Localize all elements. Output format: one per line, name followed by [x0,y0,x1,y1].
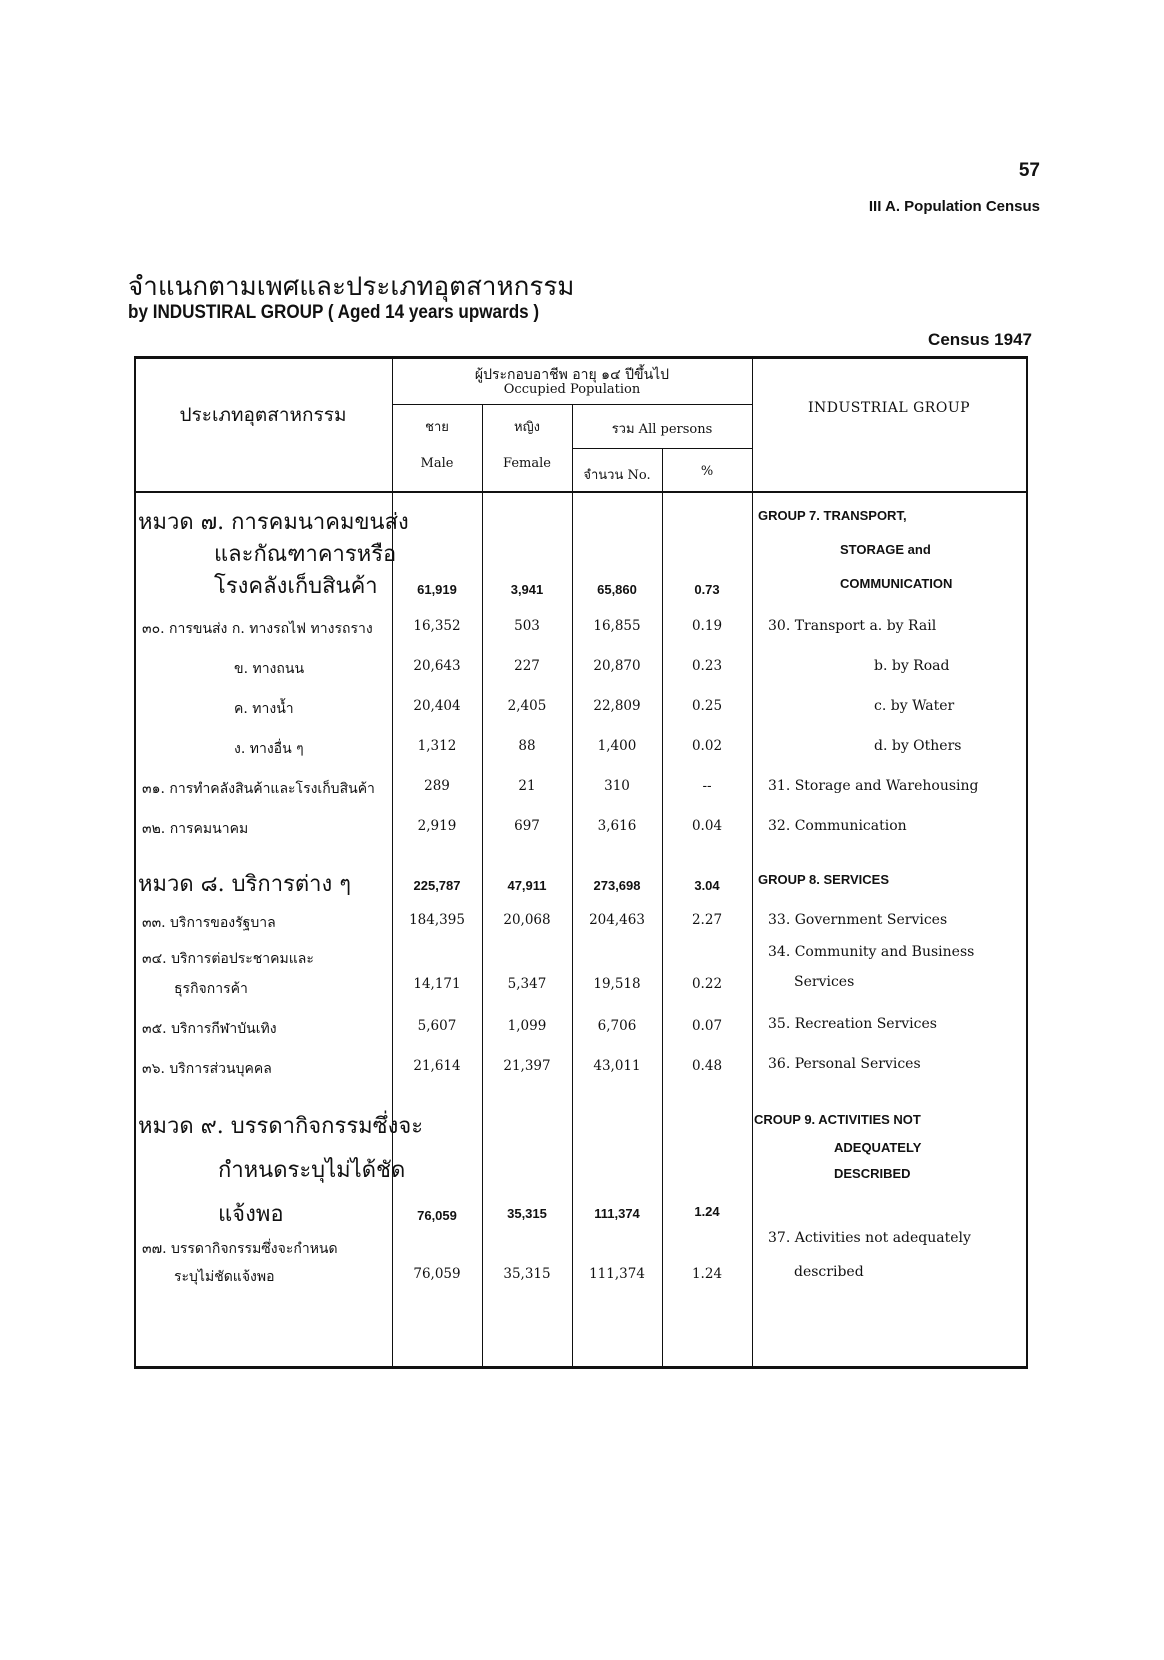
group8-percent: 3.04 [694,878,720,893]
row31-male: 289 [424,778,450,794]
group9-thai-line3: แจ้งพอ [218,1202,284,1227]
row34-percent: 0.22 [691,976,723,992]
header-occupied-en: Occupied Population [503,382,641,397]
row33-thai: ๓๓. บริการของรัฐบาล [142,915,276,931]
page-number: 57 [1018,160,1040,181]
row30a-female: 503 [514,618,540,634]
row30a-male: 16,352 [413,618,461,634]
header-male-thai: ชาย [425,420,449,435]
row37-en-line2: described [794,1264,864,1280]
row32-female: 697 [514,818,540,834]
row35-total: 6,706 [597,1018,637,1034]
group9-en-line1: CROUP 9. ACTIVITIES NOT [754,1112,921,1127]
row34-female: 5,347 [507,976,547,992]
row30c-female: 2,405 [507,698,547,714]
row30c-thai: ค. ทางน้ำ [234,701,294,717]
row32-male: 2,919 [417,818,457,834]
row30b-thai: ข. ทางถนน [234,661,305,677]
row33-total: 204,463 [589,912,645,928]
row35-thai: ๓๕. บริการกีฬาบันเทิง [142,1021,277,1037]
row32-thai: ๓๒. การคมนาคม [142,821,249,837]
row34-en-line2: Services [794,974,855,990]
row36-total: 43,011 [593,1058,641,1074]
group7-percent: 0.73 [694,582,720,597]
row37-percent: 1.24 [691,1266,723,1282]
table-bottom-rule [134,1366,1028,1369]
header-industrial-en: INDUSTRIAL GROUP [807,400,971,416]
row34-male: 14,171 [413,976,461,992]
row30b-percent: 0.23 [691,658,723,674]
row30a-en: 30. Transport a. by Rail [768,618,937,634]
row32-percent: 0.04 [691,818,723,834]
row30b-en: b. by Road [874,658,950,674]
group9-male: 76,059 [417,1208,457,1223]
group8-male: 225,787 [413,878,461,893]
row36-male: 21,614 [413,1058,461,1074]
group9-total: 111,374 [594,1206,640,1221]
row37-thai-line2: ระบุไม่ชัดแจ้งพอ [174,1269,275,1285]
row32-en: 32. Communication [768,818,907,834]
group7-en-line3: COMMUNICATION [840,576,953,591]
row30c-male: 20,404 [413,698,461,714]
census-table [134,356,1028,1370]
row34-total: 19,518 [593,976,641,992]
left-border [134,356,136,1368]
row30b-total: 20,870 [593,658,641,674]
group8-total: 273,698 [593,878,641,893]
row33-female: 20,068 [503,912,551,928]
row30d-en: d. by Others [874,738,962,754]
row31-thai: ๓๑. การทำคลังสินค้าและโรงเก็บสินค้า [142,781,375,797]
group9-percent: 1.24 [694,1204,720,1219]
row30a-total: 16,855 [593,618,641,634]
row36-female: 21,397 [503,1058,551,1074]
header-number: จำนวน No. [583,468,651,483]
group7-male: 61,919 [417,582,457,597]
group9-thai-line1: หมวด ๙. บรรดากิจกรรมซึ่งจะ [138,1114,424,1139]
row31-en: 31. Storage and Warehousing [768,778,979,794]
row30b-female: 227 [514,658,540,674]
row37-total: 111,374 [589,1266,645,1282]
group7-thai-line2: และกัณฑาคารหรือ [214,542,397,567]
row33-male: 184,395 [409,912,465,928]
row37-en-line1: 37. Activities not adequately [768,1230,971,1246]
row31-percent: -- [702,778,712,794]
row30d-thai: ง. ทางอื่น ๆ [234,741,304,757]
group7-en-line2: STORAGE and [840,542,931,557]
group8-thai: หมวด ๘. บริการต่าง ๆ [138,872,352,897]
title-english: by INDUSTIRAL GROUP ( Aged 14 years upwards ) [128,302,540,323]
row30a-thai: ๓๐. การขนส่ง ก. ทางรถไฟ ทางรถราง [142,621,373,637]
row34-en-line1: 34. Community and Business [768,944,975,960]
group7-thai-line1: หมวด ๗. การคมนาคมขนส่ง [138,510,409,535]
row35-en: 35. Recreation Services [768,1016,937,1032]
row33-en: 33. Government Services [768,912,948,928]
row30d-male: 1,312 [417,738,457,754]
census-label: Census 1947 [928,330,1032,349]
group9-thai-line2: กำหนดระบุไม่ได้ชัด [218,1158,406,1183]
group7-total: 65,860 [597,582,637,597]
row30c-en: c. by Water [874,698,955,714]
group7-female: 3,941 [510,582,544,597]
header-male-en: Male [420,456,454,471]
group8-female: 47,911 [507,878,547,893]
group9-en-line2: ADEQUATELY [834,1140,922,1155]
row30d-female: 88 [518,738,536,754]
row34-thai-line1: ๓๔. บริการต่อประชาคมและ [142,951,314,967]
row37-thai-line1: ๓๗. บรรดากิจกรรมซึ่งจะกำหนด [142,1241,338,1257]
header-female-en: Female [503,456,551,471]
header-all-persons: รวม All persons [611,422,713,437]
header-female-thai: หญิง [514,420,540,435]
header-bottom-rule [134,491,1028,493]
row37-female: 35,315 [503,1266,551,1282]
header-occupied-thai: ผู้ประกอบอาชีพ อายุ ๑๔ ปีขึ้นไป [474,367,670,383]
row33-percent: 2.27 [691,912,723,928]
group7-en-line1: GROUP 7. TRANSPORT, [758,508,907,523]
row30c-percent: 0.25 [691,698,723,714]
row31-total: 310 [604,778,630,794]
row36-percent: 0.48 [691,1058,723,1074]
group7-thai-line3: โรงคลังเก็บสินค้า [214,574,378,599]
row30d-total: 1,400 [597,738,637,754]
group9-en-line3: DESCRIBED [834,1166,911,1181]
running-head: III A. Population Census [868,198,1040,215]
divider-percent [752,356,753,1368]
row34-thai-line2: ธุรกิจการค้า [174,981,248,997]
row36-thai: ๓๖. บริการส่วนบุคคล [142,1061,272,1077]
row35-female: 1,099 [507,1018,547,1034]
row37-male: 76,059 [413,1266,461,1282]
group8-en: GROUP 8. SERVICES [758,872,890,887]
row30c-total: 22,809 [593,698,641,714]
table-top-rule [134,356,1028,359]
row31-female: 21 [518,778,536,794]
group9-female: 35,315 [507,1206,547,1221]
header-industrial-thai: ประเภทอุตสาหกรรม [179,404,347,426]
row30d-percent: 0.02 [691,738,723,754]
row30a-percent: 0.19 [691,618,723,634]
row35-male: 5,607 [417,1018,457,1034]
title-thai: จำแนกตามเพศและประเภทอุตสาหกรรม [128,272,575,302]
row30b-male: 20,643 [413,658,461,674]
row35-percent: 0.07 [691,1018,723,1034]
header-percent: % [700,464,714,479]
row36-en: 36. Personal Services [768,1056,921,1072]
right-border [1026,356,1028,1368]
row32-total: 3,616 [597,818,637,834]
